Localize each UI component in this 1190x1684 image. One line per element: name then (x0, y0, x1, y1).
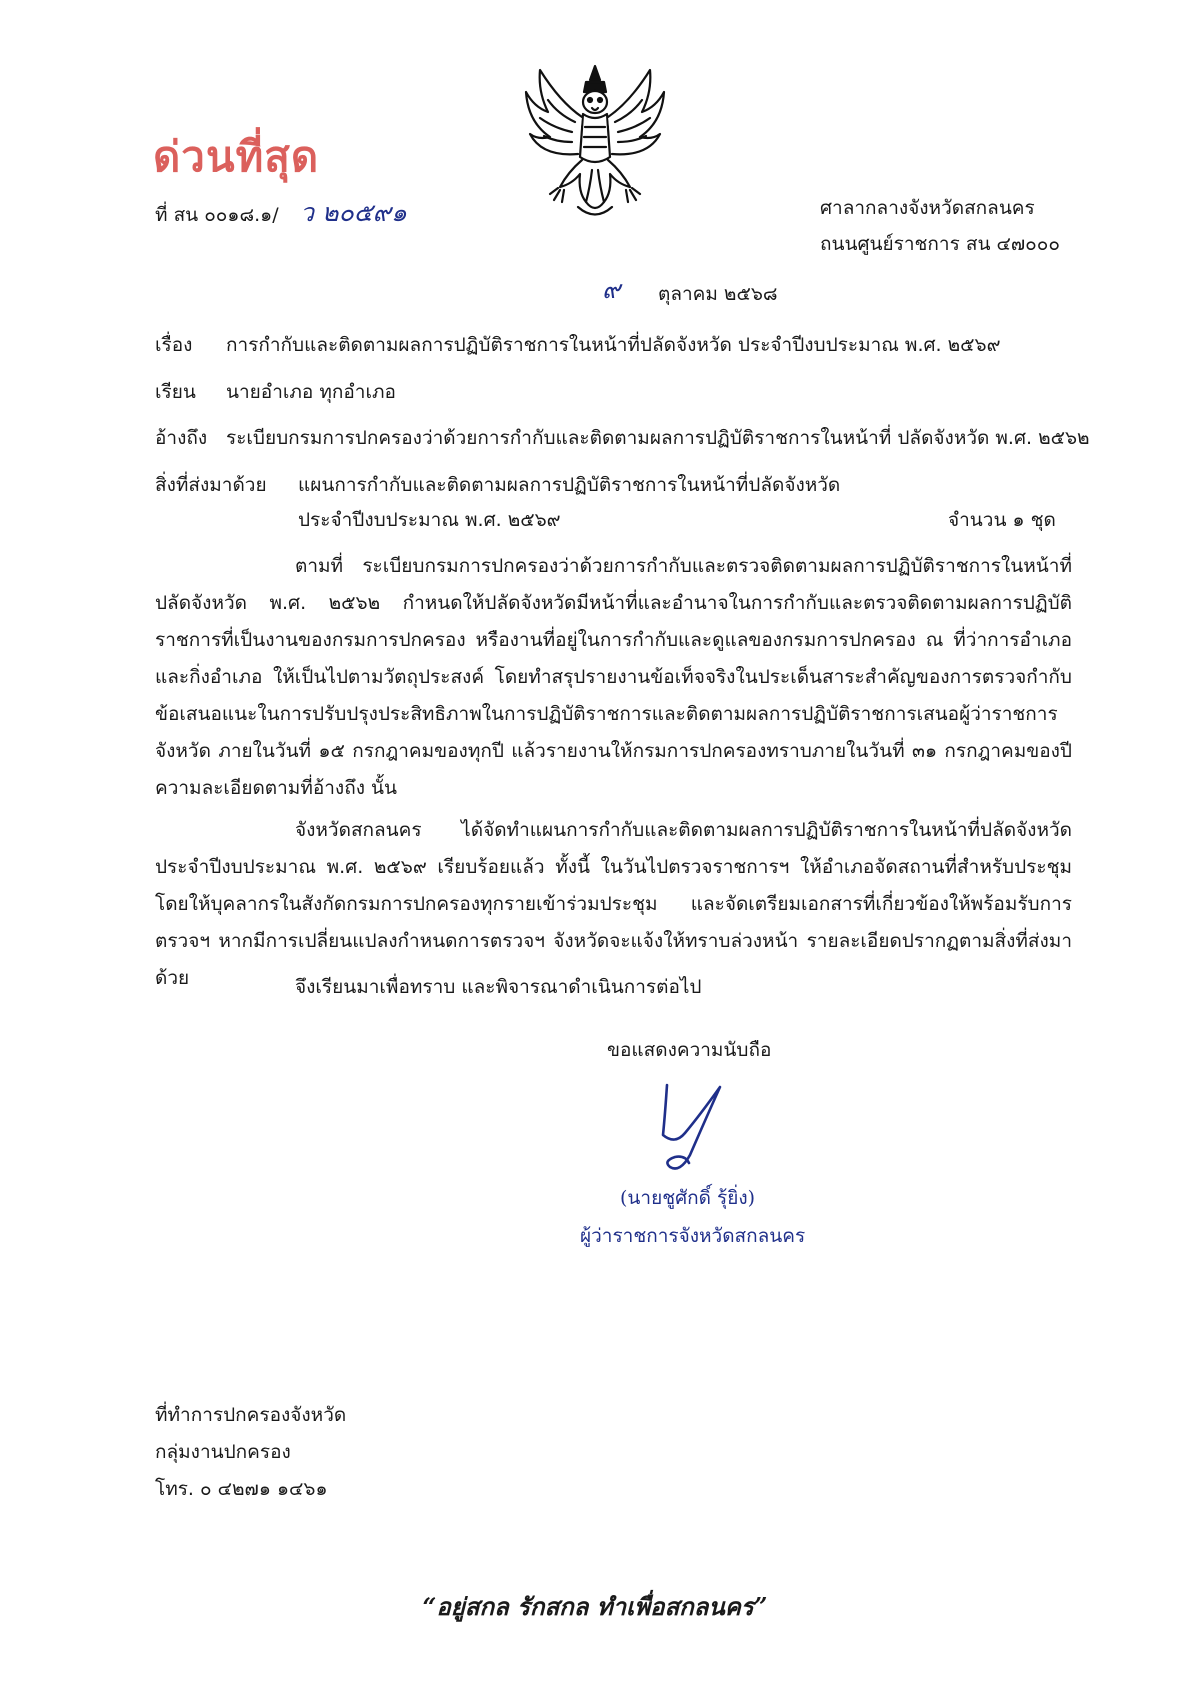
reference-value: ระเบียบกรมการปกครองว่าด้วยการกำกับและติดตามผลการปฏิบัติราชการในหน้าที่ ปลัดจังหวัด พ.ศ. ๒๕๖๒ (226, 427, 1090, 449)
body-paragraph-2: จังหวัดสกลนคร ได้จัดทำแผนการกำกับและติดตามผลการปฏิบัติราชการในหน้าที่ปลัดจังหวัดประจำปีงบประมาณ พ.ศ. ๒๕๖๙ เรียบร้อยแล้ว ทั้งนี้ ในวันไปตรวจราชการฯ ให้อำเภอจัดสถานที่สำหรับประชุม โดยให้บุคลากรในสังกัดกรมการปกครองทุกรายเข้าร่วมประชุม และจัดเตรียมเอกสารที่เกี่ยวข้องให้พร้อมรับการตรวจฯ หากมีการเปลี่ยนแปลงกำหนดการตรวจฯ จังหวัดจะแจ้งให้ทราบล่วงหน้า รายละเอียดปรากฏตามสิ่งที่ส่งมาด้วย (155, 819, 1072, 989)
recipient-label: เรียน (155, 381, 196, 403)
regards: ขอแสดงความนับถือ (607, 1039, 772, 1061)
reference-label: อ้างถึง (155, 427, 208, 449)
signer-title: ผู้ว่าราชการจังหวัดสกลนคร (580, 1225, 806, 1247)
enclosure-line1: แผนการกำกับและติดตามผลการปฏิบัติราชการในหน้าที่ปลัดจังหวัด (298, 474, 841, 496)
date-day-handwritten: ๙ (602, 275, 621, 304)
province-slogan: “อยู่สกล รักสกล ทำเพื่อสกลนคร” (422, 1592, 768, 1621)
date-month-year: ตุลาคม ๒๕๖๘ (658, 283, 778, 305)
body-paragraph-1: ตามที่ ระเบียบกรมการปกครองว่าด้วยการกำกับและตรวจติดตามผลการปฏิบัติราชการในหน้าที่ปลัดจังหวัด พ.ศ. ๒๕๖๒ กำหนดให้ปลัดจังหวัดมีหน้าที่และอำนาจในการกำกับและตรวจติดตามผลการปฏิบัติราชการที่เป็นงานของกรมการปกครอง หรืองานที่อยู่ในการกำกับและดูแลของกรมการปกครอง ณ ที่ว่าการอำเภอและกิ่งอำเภอ ให้เป็นไปตามวัตถุประสงค์ โดยทำสรุปรายงานข้อเท็จจริงในประเด็นสาระสำคัญของการตรวจกำกับ ข้อเสนอแนะในการปรับปรุงประสิทธิภาพในการปฏิบัติราชการและติดตามผลการปฏิบัติราชการเสนอผู้ว่าราชการจังหวัด ภายในวันที่ ๑๕ กรกฎาคมของทุกปี แล้วรายงานให้กรมการปกครองทราบภายในวันที่ ๓๑ กรกฎาคมของปี ความละเอียดตามที่อ้างถึง นั้น (155, 555, 1072, 799)
office-address-line2: ถนนศูนย์ราชการ สน ๔๗๐๐๐ (820, 233, 1060, 255)
enclosure-quantity: จำนวน ๑ ชุด (948, 509, 1056, 531)
enclosure-label: สิ่งที่ส่งมาด้วย (155, 474, 267, 496)
garuda-emblem-icon (520, 62, 670, 222)
signature-mark (645, 1075, 735, 1175)
subject-label: เรื่อง (155, 334, 193, 356)
footer-phone: โทร. ๐ ๔๒๗๑ ๑๔๖๑ (155, 1478, 328, 1500)
document-number-label: ที่ สน ๐๐๑๘.๑/ (155, 204, 279, 226)
signer-name: (นายชูศักดิ์ รุ้ยิ่ง) (620, 1187, 756, 1209)
closing-statement: จึงเรียนมาเพื่อทราบ และพิจารณาดำเนินการต่อไป (295, 976, 702, 998)
urgency-stamp: ด่วนที่สุด (153, 132, 320, 181)
subject-value: การกำกับและติดตามผลการปฏิบัติราชการในหน้าที่ปลัดจังหวัด ประจำปีงบประมาณ พ.ศ. ๒๕๖๙ (226, 334, 1001, 356)
footer-department-line2: กลุ่มงานปกครอง (155, 1441, 291, 1463)
footer-department-line1: ที่ทำการปกครองจังหวัด (155, 1404, 347, 1426)
enclosure-line2: ประจำปีงบประมาณ พ.ศ. ๒๕๖๙ (298, 509, 561, 531)
recipient-value: นายอำเภอ ทุกอำเภอ (226, 381, 396, 403)
office-address-line1: ศาลากลางจังหวัดสกลนคร (820, 197, 1035, 219)
document-number-handwritten: ว ๒๐๕๙๑ (300, 198, 407, 227)
